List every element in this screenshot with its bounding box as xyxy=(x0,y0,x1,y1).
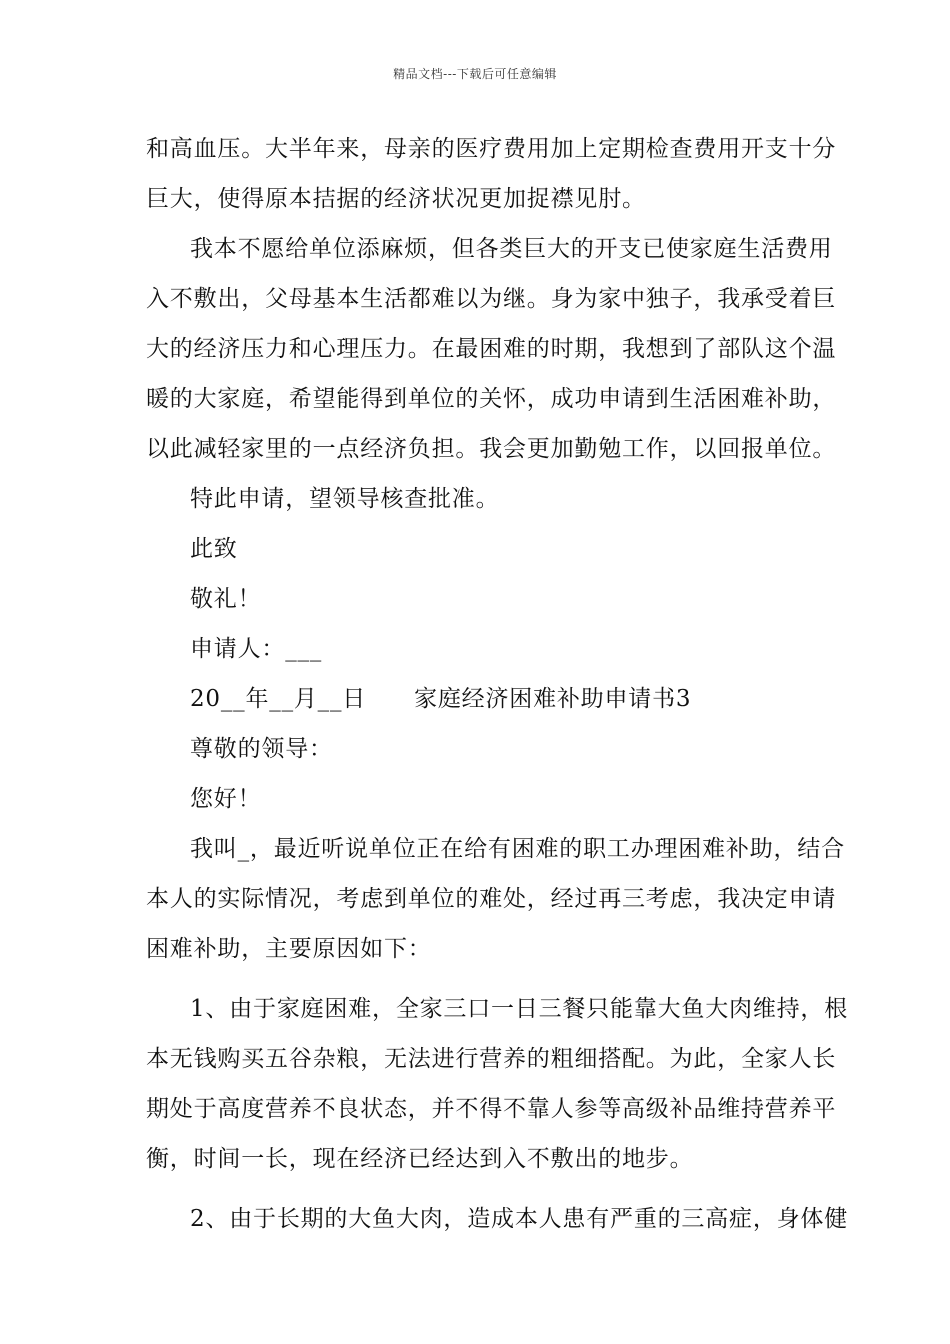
paragraph-line: 本无钱购买五谷杂粮，无法进行营养的粗细搭配。为此，全家人长 xyxy=(146,1046,837,1072)
document-body xyxy=(146,124,849,1244)
paragraph-line: 2、由于长期的大鱼大肉，造成本人患有严重的三高症，身体健 xyxy=(190,1206,849,1232)
date-title-line xyxy=(146,674,806,724)
paragraph-line: 入不敷出，父母基本生活都难以为继。身为家中独子，我承受着巨 xyxy=(146,286,837,312)
applicant-line: 申请人：___ xyxy=(190,636,323,662)
paragraph-line: 大的经济压力和心理压力。在最困难的时期，我想到了部队这个温 xyxy=(146,336,837,362)
greeting-recipient: 尊敬的领导： xyxy=(190,736,333,762)
page-header: 精品文档---下载后可任意编辑 xyxy=(393,67,557,81)
paragraph-line: 我叫_，最近听说单位正在给有困难的职工办理困难补助，结合 xyxy=(190,836,845,862)
paragraph-line: 1、由于家庭困难，全家三口一日三餐只能靠大鱼大肉维持，根 xyxy=(190,996,849,1022)
date-field: 20__年__月__日 xyxy=(190,686,367,712)
paragraph-line: 以此减轻家里的一点经济负担。我会更加勤勉工作，以回报单位。 xyxy=(146,436,837,462)
paragraph-line: 期处于高度营养不良状态，并不得不靠人参等高级补品维持营养平 xyxy=(146,1096,837,1122)
paragraph-line: 和高血压。大半年来，母亲的医疗费用加上定期检查费用开支十分 xyxy=(146,136,837,162)
salutation-closing: 此致 xyxy=(190,536,238,562)
paragraph-line: 本人的实际情况，考虑到单位的难处，经过再三考虑，我决定申请 xyxy=(146,886,837,912)
paragraph-line: 衡，时间一长，现在经济已经达到入不敷出的地步。 xyxy=(146,1146,694,1172)
salutation-regards: 敬礼！ xyxy=(190,586,262,612)
paragraph-line: 巨大，使得原本拮据的经济状况更加捉襟见肘。 xyxy=(146,186,646,212)
section-title: 家庭经济困难补助申请书3 xyxy=(414,686,692,712)
paragraph-line: 我本不愿给单位添麻烦，但各类巨大的开支已使家庭生活费用 xyxy=(190,236,833,262)
greeting: 您好！ xyxy=(190,786,262,812)
closing-request: 特此申请，望领导核查批准。 xyxy=(190,486,500,512)
paragraph-line: 困难补助，主要原因如下： xyxy=(146,936,432,962)
paragraph-line: 暖的大家庭，希望能得到单位的关怀，成功申请到生活困难补助， xyxy=(146,386,837,412)
